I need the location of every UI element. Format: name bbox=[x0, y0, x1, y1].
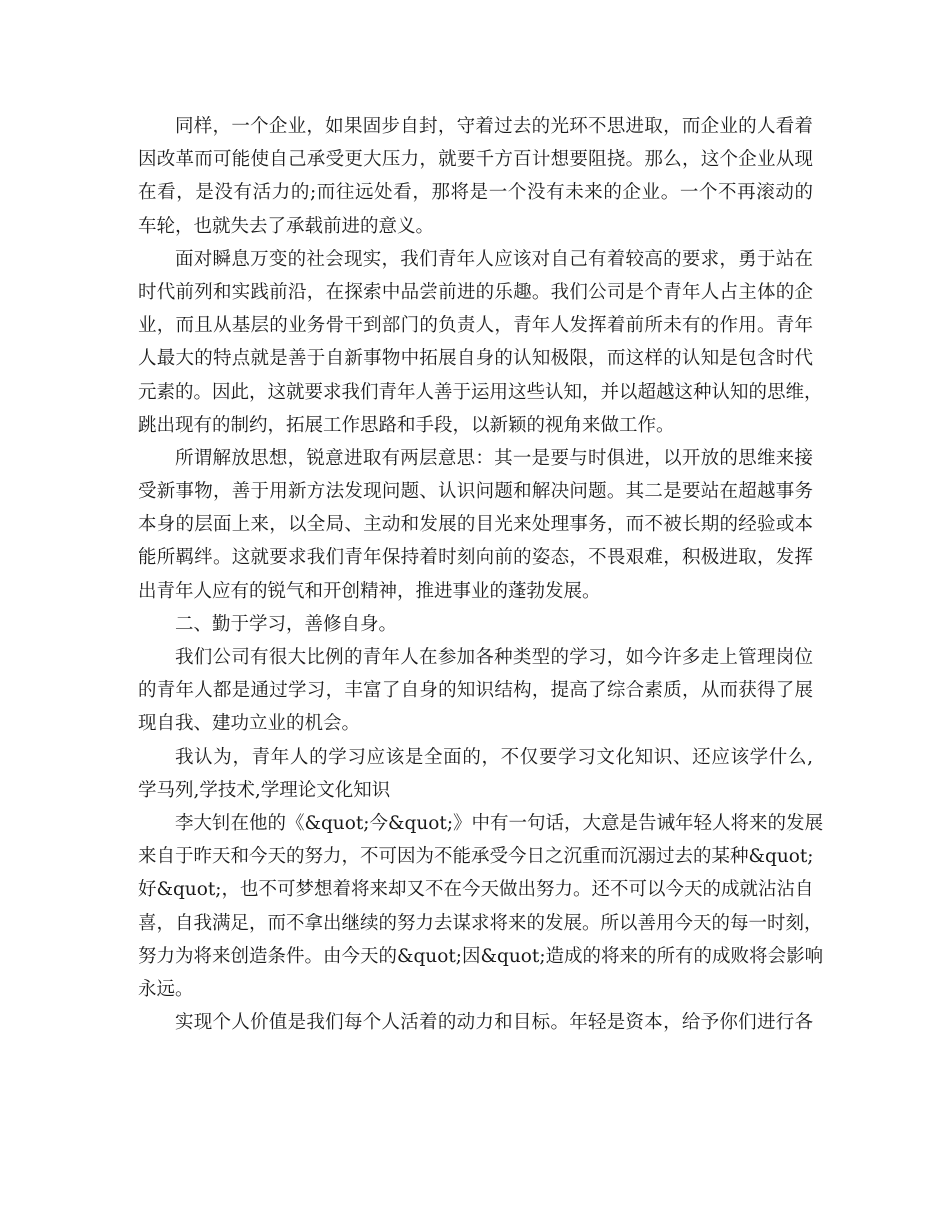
text-line: 来自于昨天和今天的努力，不可因为不能承受今日之沉重而沉溺过去的某种&quot; bbox=[138, 846, 814, 868]
text-line: 人最大的特点就是善于自新事物中拓展自身的认知极限，而这样的认知是包含时代 bbox=[138, 348, 813, 370]
text-line: 出青年人应有的锐气和开创精神，推进事业的蓬勃发展。 bbox=[138, 580, 601, 602]
text-line: 学马列,学技术,学理论文化知识 bbox=[138, 779, 391, 801]
text-line: 喜，自我满足，而不拿出继续的努力去谋求将来的发展。所以善用今天的每一时刻， bbox=[138, 912, 823, 934]
text-line: 车轮，也就失去了承载前进的意义。 bbox=[138, 215, 435, 237]
text-line: 受新事物，善于用新方法发现问题、认识问题和解决问题。其二是要站在超越事务 bbox=[138, 481, 813, 503]
text-line: 面对瞬息万变的社会现实，我们青年人应该对自己有着较高的要求，勇于站在 bbox=[175, 248, 813, 270]
text-line: 跳出现有的制约，拓展工作思路和手段，以新颖的视角来做工作。 bbox=[138, 414, 675, 436]
text-line: 本身的层面上来，以全局、主动和发展的目光来处理事务，而不被长期的经验或本 bbox=[138, 514, 813, 536]
text-line: 同样，一个企业，如果固步自封，守着过去的光环不思进取，而企业的人看着 bbox=[175, 116, 813, 137]
text-line: 因改革而可能使自己承受更大压力，就要千方百计想要阻挠。那么，这个企业从现 bbox=[138, 149, 813, 171]
text-line: 在看，是没有活力的;而往远处看，那将是一个没有未来的企业。一个不再滚动的 bbox=[138, 182, 813, 204]
text-line: 业，而且从基层的业务骨干到部门的负责人，青年人发挥着前所未有的作用。青年 bbox=[138, 315, 813, 337]
text-line: 二、勤于学习，善修自身。 bbox=[175, 613, 398, 635]
text-line: 元素的。因此，这就要求我们青年人善于运用这些认知，并以超越这种认知的思维， bbox=[138, 381, 823, 403]
text-line: 所谓解放思想，锐意进取有两层意思：其一是要与时俱进，以开放的思维来接 bbox=[175, 447, 813, 469]
document-body bbox=[138, 110, 824, 1039]
text-line: 时代前列和实践前沿，在探索中品尝前进的乐趣。我们公司是个青年人占主体的企 bbox=[138, 281, 813, 303]
text-line: 好&quot;，也不可梦想着将来却又不在今天做出努力。还不可以今天的成就沾沾自 bbox=[138, 879, 814, 901]
text-line: 的青年人都是通过学习，丰富了自身的知识结构，提高了综合素质，从而获得了展 bbox=[138, 680, 813, 702]
text-line: 我认为，青年人的学习应该是全面的，不仅要学习文化知识、还应该学什么, bbox=[175, 746, 813, 768]
text-line: 实现个人价值是我们每个人活着的动力和目标。年轻是资本，给予你们进行各 bbox=[175, 1012, 813, 1034]
text-line: 能所羁绊。这就要求我们青年保持着时刻向前的姿态，不畏艰难，积极进取，发挥 bbox=[138, 547, 813, 569]
text-line: 永远。 bbox=[138, 978, 194, 1000]
text-line: 我们公司有很大比例的青年人在参加各种类型的学习，如今许多走上管理岗位 bbox=[175, 647, 813, 668]
text-line: 李大钊在他的《&quot;今&quot;》中有一句话，大意是告诫年轻人将来的发展 bbox=[175, 812, 824, 834]
text-line: 努力为将来创造条件。由今天的&quot;因&quot;造成的将来的所有的成败将会影响 bbox=[138, 945, 824, 967]
text-line: 现自我、建功立业的机会。 bbox=[138, 713, 361, 735]
